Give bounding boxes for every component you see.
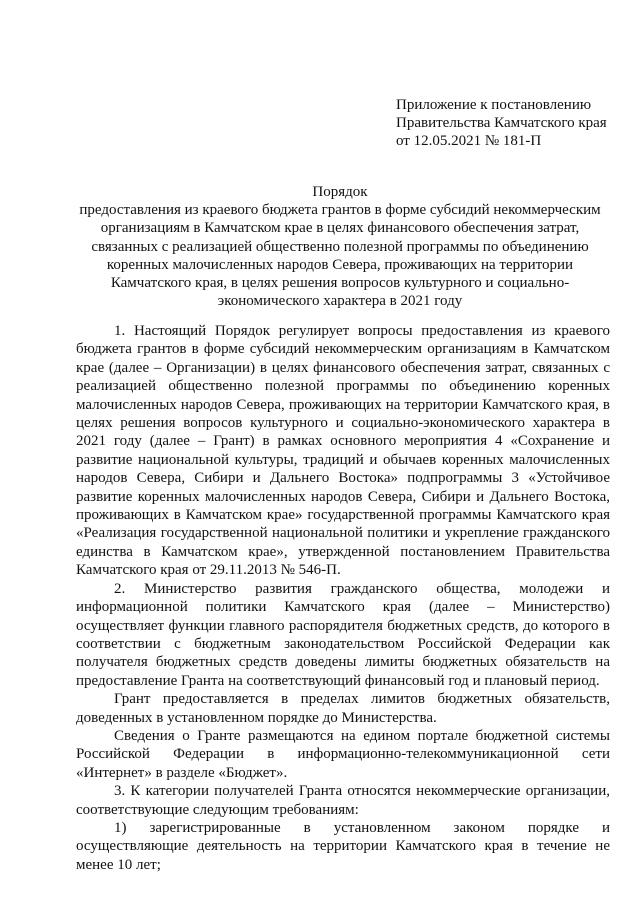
appendix-line-1: Приложение к постановлению [396,97,592,113]
title-line: коренных малочисленных народов Севера, проживающих на территории [106,256,574,273]
appendix-line-3: от 12.05.2021 № 181-П [396,133,542,149]
title-heading: Порядок [312,184,368,200]
title-line: предоставления из краевого бюджета грантов в форме субсидий некоммерческим [79,202,601,219]
title-line: экономического характера в 2021 году [217,293,463,310]
title-line: связанных с реализацией общественно полезной программы по объединению [91,238,589,255]
paragraph-3-item-1: 1) зарегистрированные в установленном законом порядке и осуществляющие деятельность на территории Камчатского края в течение не менее 10 лет; [76,819,610,873]
paragraph-2-grant-info: Сведения о Гранте размещаются на едином портале бюджетной системы Российской Федерации в информационно-телекоммуникационной сети «Интернет» в разделе «Бюджет». [76,727,610,781]
paragraph-3: 3. К категории получателей Гранта относятся некоммерческие организации, соответствующие следующим требованиям: [76,783,610,818]
appendix-reference [396,96,636,150]
document-title [60,183,620,310]
paragraph-2: 2. Министерство развития гражданского общества, молодежи и информационной политики Камчатского края (далее – Министерство) осуществляет функции главного распорядителя бюджетных средств, до которого в соответствии с бюджетным законодательством Российской Федерации как получателя бюджетных средств доведены лимиты бюджетных обязательств на предоставление Гранта на соответствующий финансовый год и плановый период. [76,580,610,689]
title-line: организациям в Камчатском крае в целях финансового обеспечения затрат, [100,220,580,237]
paragraph-1: 1. Настоящий Порядок регулирует вопросы предоставления из краевого бюджета грантов в форме субсидий некоммерческим организациям в Камчатском крае (далее – Организации) в целях финансового обеспечения затрат, связанных с реализацией общественно полезной программы по объединению коренных малочисленных народов Севера, проживающих на территории Камчатского края, в целях решения вопросов культурного и социально-экономического характера в 2021 году (далее – Грант) в рамках основного мероприятия 4 «Сохранение и развитие национальной культуры, традиций и обычаев коренных малочисленных народов Севера, Сибири и Дальнего Востока» подпрограммы 3 «Устойчивое развитие коренных малочисленных народов Севера, Сибири и Дальнего Востока, проживающих в Камчатском крае» государственной программы Камчатского края «Реализация государственной национальной политики и укрепление гражданского единства в Камчатском крае», утвержденной постановлением Правительства Камчатского края от 29.11.2013 № 546-П. [76,323,610,579]
paragraph-2-grant-limits: Грант предоставляется в пределах лимитов бюджетных обязательств, доведенных в установленном порядке до Министерства. [76,691,610,726]
title-line: Камчатского края, в целях решения вопросов культурного и социально- [110,275,570,292]
appendix-line-2: Правительства Камчатского края [396,115,607,131]
document-body [76,322,610,874]
